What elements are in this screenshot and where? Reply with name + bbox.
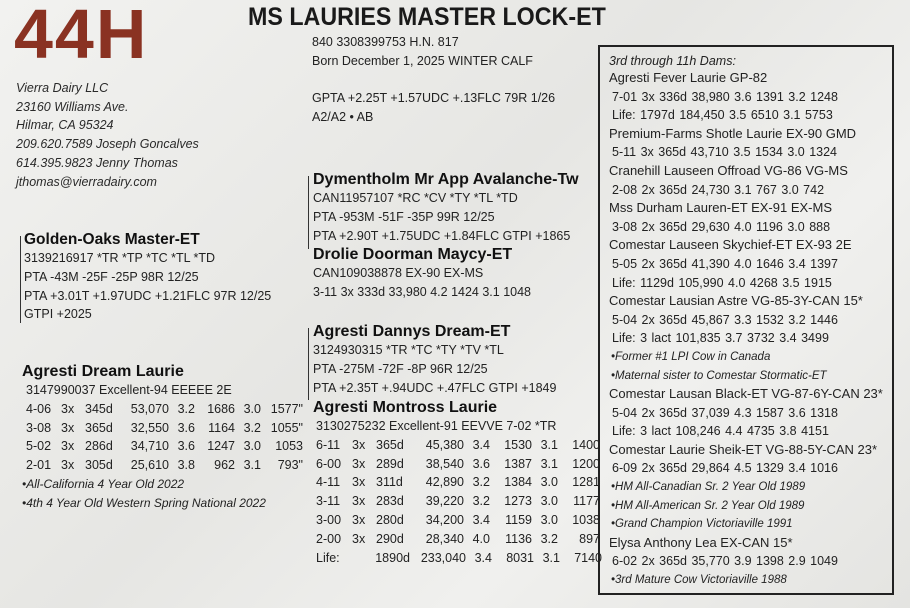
record-cell: 3x [61,401,75,416]
ancestor-name: Elysa Anthony Lea EX-CAN 15* [609,534,793,550]
box-heading: 3rd through 11h Dams: [609,54,736,68]
record-cell: 3x [352,494,366,509]
record-cell: 289d [376,456,404,471]
record-cell: 897 [579,531,600,546]
record-cell: 1200 [572,456,600,471]
record-cell: 3-11 [316,494,341,509]
record-cell: 290d [376,531,404,546]
record-cell: 3x [61,420,75,435]
animal-reg: 840 3308399753 H.N. 817 [312,35,459,49]
record-cell: 39,220 [425,494,464,509]
life-cell: 7140 [574,550,602,565]
record-cell: 1164 [208,420,235,435]
record-cell: 962 [214,458,235,473]
record-cell: 3.0 [540,494,558,509]
record-cell: 3.2 [177,401,195,416]
record-cell: 1577" [270,401,303,416]
record-cell: 3.0 [540,475,558,490]
ancestor-name: Premium-Farms Shotle Laurie EX-90 GMD [609,125,857,141]
consignor-email: jthomas@vierradairy.com [16,174,157,189]
page-title: MS LAURIES MASTER LOCK-ET [248,3,606,31]
record-cell: 283d [376,494,404,509]
record-cell: 3.2 [243,420,261,435]
record-cell: 1038 [572,512,600,527]
grandsire-line: CAN11957107 *RC *CV *TY *TL *TD [313,191,518,205]
grandsire-name: Dymentholm Mr App Avalanche-Tw [313,171,579,188]
dam-ident: 3147990037 Excellent-94 EEEEE 2E [26,383,232,397]
record-cell: 42,890 [425,475,464,490]
ancestor-name: Comestar Laurie Sheik-ET VG-88-5Y-CAN 23* [609,441,878,457]
lactation-record [26,437,303,456]
ancestor-record: 5-11 3x 365d 43,710 3.5 1534 3.0 1324 [612,145,838,160]
sire-line: 3139216917 *TR *TP *TC *TL *TD [24,251,216,265]
animal-gpta: GPTA +2.25T +1.57UDC +.13FLC 79R 1/26 [312,91,556,105]
record-cell: 34,200 [425,512,464,527]
dam-block [22,363,303,513]
ancestor-record: 7-01 3x 336d 38,980 3.6 1391 3.2 1248 [612,89,838,104]
consignor-street: 23160 Williams Ave. [16,99,129,114]
ancestor-record: Life: 3 lact 108,246 4.4 4735 3.8 4151 [612,424,829,439]
consignor-phone-1: 209.620.7589 Joseph Goncalves [16,137,199,152]
ancestor-name: Comestar Lausian Astre VG-85-3Y-CAN 15* [609,293,863,309]
great-granddam-records [313,436,602,549]
ancestor-record: 6-09 2x 365d 29,864 4.5 1329 3.4 1016 [612,461,838,476]
consignor-phone-2: 614.395.9823 Jenny Thomas [16,155,178,170]
life-cell: Life: [316,550,340,565]
ancestor-record: 5-05 2x 365d 41,390 4.0 1646 3.4 1397 [612,256,838,271]
record-cell: 311d [376,475,403,490]
record-cell: 3.0 [243,401,261,416]
record-cell: 1384 [504,475,532,490]
ancestor-record: 2-08 2x 365d 24,730 3.1 767 3.0 742 [612,182,825,197]
record-cell: 3x [352,437,366,452]
record-cell: 3x [352,512,366,527]
record-cell: 280d [376,512,404,527]
great-granddam-name: Agresti Montross Laurie [313,399,498,416]
record-cell: 365d [376,437,404,452]
record-cell: 6-00 [316,456,342,471]
lactation-record [316,436,602,455]
record-cell: 1281 [572,475,600,490]
ancestor-note: •Maternal sister to Comestar Stormatic-ET [611,369,827,382]
lactation-record [26,400,303,419]
ancestor-record: 5-04 2x 365d 37,039 4.3 1587 3.6 1318 [612,405,838,420]
granddam-line: 3-11 3x 333d 33,980 4.2 1424 3.1 1048 [313,284,532,299]
sire-name: Golden-Oaks Master-ET [24,231,200,248]
record-cell: 3.0 [243,439,261,454]
ancestor-note: •HM All-American Sr. 2 Year Old 1989 [611,499,805,512]
ancestors-box [598,45,894,595]
ancestor-name: Agresti Fever Laurie GP-82 [609,70,768,85]
record-cell: 53,070 [130,401,169,416]
record-cell: 5-02 [26,439,52,454]
ancestor-record: Life: 3 lact 101,835 3.7 3732 3.4 3499 [612,331,829,346]
life-cell: 233,040 [420,550,466,565]
record-cell: 1177 [573,494,600,509]
record-cell: 305d [85,458,113,473]
granddam-line: CAN109038878 EX-90 EX-MS [313,266,484,280]
record-cell: 25,610 [130,458,169,473]
record-cell: 2-00 [316,531,342,546]
ancestor-name: Cranehill Lauseen Offroad VG-86 VG-MS [609,162,848,178]
record-cell: 3x [61,458,75,473]
grandsire-block [313,171,579,245]
lot-number: 44H [14,0,149,73]
grandsire-line: PTA -953M -51F -35P 99R 12/25 [313,209,495,224]
lactation-record [316,473,602,492]
ancestor-note: •Grand Champion Victoriaville 1991 [611,518,793,531]
great-granddam-life [313,549,602,568]
record-cell: 1530 [504,437,532,452]
record-cell: 1686 [207,401,235,416]
record-cell: 1055" [270,420,303,435]
record-cell: 6-11 [316,437,341,452]
record-cell: 3.2 [540,531,558,546]
record-cell: 2-01 [26,458,52,473]
lactation-record [316,530,602,549]
great-granddam-block [313,399,602,567]
ancestor-note: •3rd Mature Cow Victoriaville 1988 [611,574,787,587]
great-grandsire-block [313,323,556,397]
sire-line: PTA +3.01T +1.97UDC +1.21FLC 97R 12/25 [24,288,272,303]
record-cell: 3.1 [243,458,261,473]
record-cell: 28,340 [425,531,464,546]
ancestor-note: •HM All-Canadian Sr. 2 Year Old 1989 [611,481,806,494]
record-cell: 3.6 [177,439,195,454]
record-cell: 1400 [572,437,600,452]
lactation-record [26,456,303,475]
dam-name: Agresti Dream Laurie [22,363,184,380]
record-cell: 45,380 [425,437,464,452]
ancestor-record: 6-02 2x 365d 35,770 3.9 1398 2.9 1049 [612,554,838,569]
record-cell: 365d [85,420,113,435]
record-cell: 4-11 [316,475,341,490]
record-cell: 1159 [505,512,532,527]
grandsire-line: PTA +2.90T +1.75UDC +1.84FLC GTPI +1865 [313,228,571,243]
record-cell: 1387 [504,456,532,471]
record-cell: 3x [352,456,366,471]
sire-line: GTPI +2025 [24,307,92,322]
lactation-record [316,455,602,474]
great-grandsire-line: PTA -275M -72F -8P 96R 12/25 [313,361,488,376]
record-cell: 3.4 [472,437,490,452]
consignor-city: Hilmar, CA 95324 [16,118,114,133]
record-cell: 34,710 [130,439,169,454]
record-cell: 1053 [275,439,303,454]
record-cell: 3x [352,475,366,490]
life-cell: 1890d [375,550,410,565]
dam-note: •4th 4 Year Old Western Spring National 2022 [22,495,266,510]
lactation-record [316,511,602,530]
record-cell: 3-00 [316,512,342,527]
great-grandsire-line: PTA +2.35T +.94UDC +.47FLC GTPI +1849 [313,380,557,395]
animal-info [312,33,555,127]
record-cell: 3-08 [26,420,52,435]
record-cell: 3.1 [540,437,558,452]
granddam-block [313,246,531,302]
ancestor-name: Mss Durham Lauren-ET EX-91 EX-MS [609,200,832,216]
record-cell: 3.2 [472,475,490,490]
ancestor-record: Life: 1129d 105,990 4.0 4268 3.5 1915 [612,275,832,290]
record-cell: 3x [61,439,75,454]
life-cell: 3.4 [474,550,492,565]
record-cell: 793" [277,458,303,473]
dam-records [22,400,303,475]
dam-note: •All-California 4 Year Old 2022 [22,476,185,491]
record-cell: 3x [352,531,366,546]
animal-genes: A2/A2 • AB [312,110,374,124]
record-cell: 38,540 [425,456,464,471]
record-cell: 3.2 [472,494,490,509]
record-cell: 1136 [505,531,532,546]
lactation-record [26,419,303,438]
ancestor-name: Comestar Lausan Black-ET VG-87-6Y-CAN 23* [609,386,883,402]
consignor-info [16,79,199,191]
ancestor-record: Life: 1797d 184,450 3.5 6510 3.1 5753 [612,108,833,123]
great-grandsire-name: Agresti Dannys Dream-ET [313,323,511,340]
record-cell: 286d [85,439,113,454]
record-cell: 1273 [504,494,532,509]
ancestor-note: •Former #1 LPI Cow in Canada [611,350,771,363]
record-cell: 3.0 [540,512,558,527]
sire-line: PTA -43M -25F -25P 98R 12/25 [24,269,199,284]
animal-born: Born December 1, 2025 WINTER CALF [312,54,533,68]
ancestor-record: 3-08 2x 365d 29,630 4.0 1196 3.0 888 [612,219,831,234]
record-cell: 1247 [207,439,235,454]
record-cell: 3.1 [540,456,558,471]
record-cell: 345d [85,401,113,416]
life-cell: 8031 [506,550,534,565]
life-cell: 3.1 [542,550,560,565]
record-cell: 4.0 [472,531,490,546]
consignor-farm: Vierra Dairy LLC [16,81,109,95]
ancestor-name: Comestar Lauseen Skychief-ET EX-93 2E [609,237,852,253]
ancestor-record: 5-04 2x 365d 45,867 3.3 1532 3.2 1446 [612,312,838,327]
record-cell: 3.8 [177,458,195,473]
record-cell: 3.6 [177,420,195,435]
record-cell: 32,550 [130,420,169,435]
sire-block [24,231,271,324]
granddam-name: Drolie Doorman Maycy-ET [313,246,513,263]
great-grandsire-line: 3124930315 *TR *TC *TY *TV *TL [313,343,504,357]
record-cell: 4-06 [26,401,52,416]
great-granddam-ident: 3130275232 Excellent-91 EEVVE 7-02 *TR [316,419,557,433]
record-cell: 3.4 [472,512,490,527]
lactation-record [316,492,602,511]
record-cell: 3.6 [472,456,490,471]
